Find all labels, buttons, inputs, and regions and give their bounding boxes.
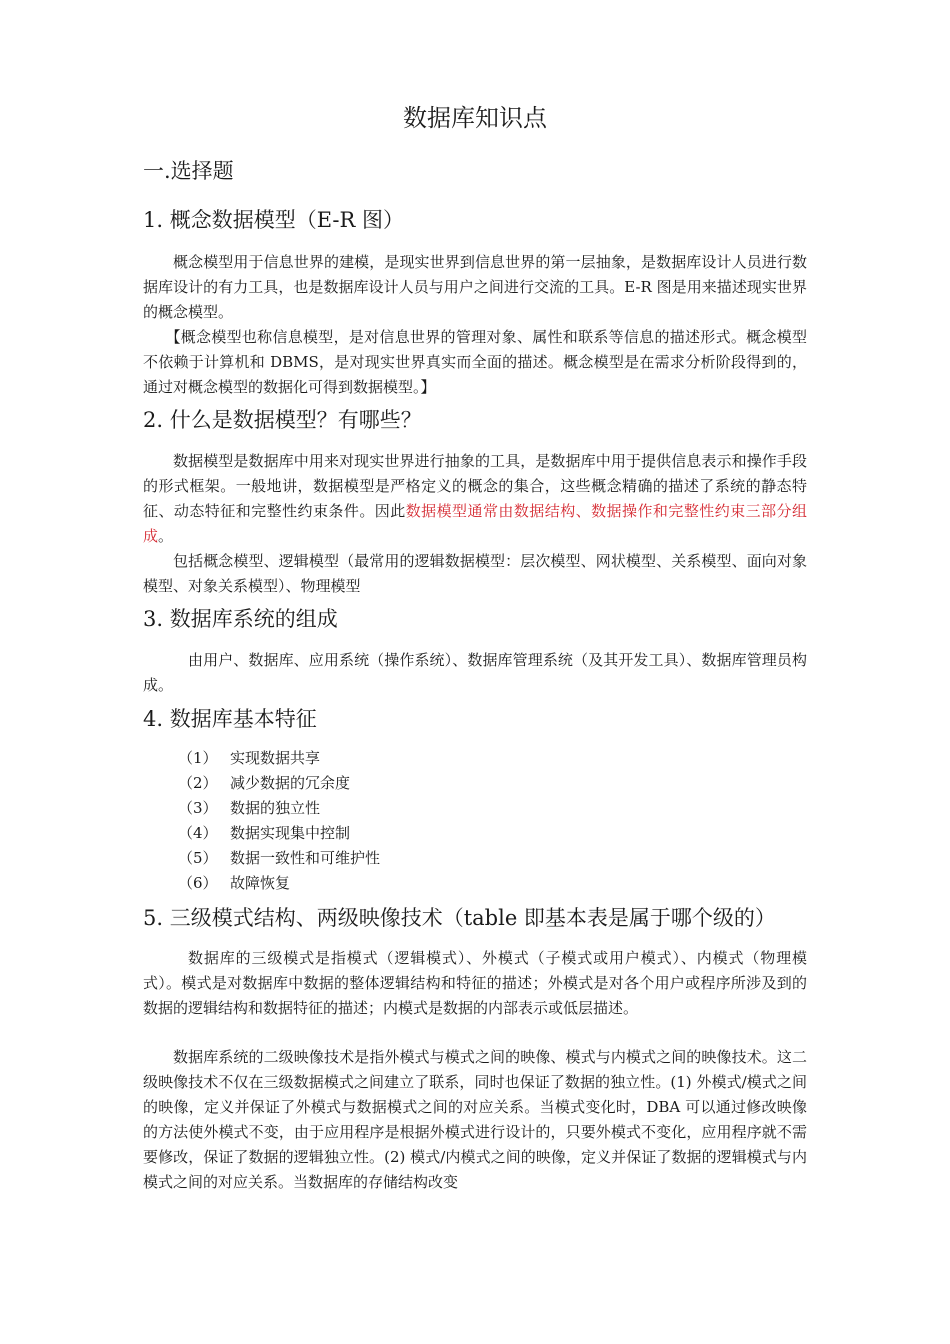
heading-db-system: 3. 数据库系统的组成 [143, 607, 338, 631]
list-item [178, 846, 380, 871]
list-item [178, 746, 380, 771]
paragraph-schema-1: 数据库的三级模式是指模式（逻辑模式）、外模式（子模式或用户模式）、内模式（物理模式）。模式是对数据库中数据的整体逻辑结构和特征的描述；外模式是对各个用户或程序所涉及到的数据的逻辑结构和数据特征的描述；内模式是数据的内部表示或低层描述。 [143, 949, 807, 1017]
features-list [178, 746, 380, 896]
list-text: 数据实现集中控制 [230, 824, 351, 842]
part-heading: 一.选择题 [143, 159, 234, 183]
list-number: （4） [178, 824, 218, 842]
paragraph-schema-2: 数据库系统的二级映像技术是指外模式与模式之间的映像、模式与内模式之间的映像技术。这二级映像技术不仅在三级数据模式之间建立了联系，同时也保证了数据的独立性。(1) 外模式/模式之间的映像，定义并保证了外模式与数据模式之间的对应关系。当模式变化时，DBA 可以通过修改映像的方法使外模式不变，由于应用程序是根据外模式进行设计的，只要外模式不变化，应用程序就不需要修改，保证了数据的逻辑独立性。(2) 模式/内模式之间的映像，定义并保证了数据的逻辑模式与内模式之间的对应关系。当数据库的存储结构改变 [143, 1048, 807, 1191]
paragraph-data-model-1 [143, 449, 807, 549]
data-model-highlight: 数据模型通常由数据结构、数据操作和完整性约束三部分组成 [143, 502, 807, 545]
list-text: 数据一致性和可维护性 [230, 849, 381, 867]
list-item [178, 771, 380, 796]
heading-concept-model: 1. 概念数据模型（E-R 图） [143, 208, 405, 232]
paragraph-db-system: 由用户、数据库、应用系统（操作系统）、数据库管理系统（及其开发工具）、数据库管理员构成。 [143, 651, 807, 694]
list-item [178, 821, 380, 846]
data-model-text-end: 。 [158, 527, 174, 545]
list-number: （3） [178, 799, 218, 817]
list-item [178, 796, 380, 821]
list-item [178, 871, 380, 896]
list-text: 实现数据共享 [230, 749, 321, 767]
list-number: （6） [178, 874, 218, 892]
heading-data-model: 2. 什么是数据模型？有哪些？ [143, 408, 422, 432]
list-number: （2） [178, 774, 218, 792]
heading-schema-structure: 5. 三级模式结构、两级映像技术（table 即基本表是属于哪个级的） [143, 906, 776, 930]
list-number: （1） [178, 749, 218, 767]
list-text: 减少数据的冗余度 [230, 774, 351, 792]
paragraph-concept-model-1: 概念模型用于信息世界的建模，是现实世界到信息世界的第一层抽象，是数据库设计人员进行数据库设计的有力工具，也是数据库设计人员与用户之间进行交流的工具。E-R 图是用来描述现实世界的概念模型。 [143, 253, 807, 321]
heading-db-features: 4. 数据库基本特征 [143, 707, 317, 731]
list-number: （5） [178, 849, 218, 867]
data-model-text: 数据模型是数据库中用来对现实世界进行抽象的工具，是数据库中用于提供信息表示和操作手段的形式框架。一般地讲，数据模型是严格定义的概念的集合，这些概念精确的描述了系统的静态特征、动态特征和完整性约束条件。因此 [143, 452, 807, 520]
paragraph-data-model-2: 包括概念模型、逻辑模型（最常用的逻辑数据模型：层次模型、网状模型、关系模型、面向对象模型、对象关系模型）、物理模型 [143, 552, 807, 595]
list-text: 故障恢复 [230, 874, 291, 892]
list-text: 数据的独立性 [230, 799, 321, 817]
document-title: 数据库知识点 [403, 104, 547, 132]
paragraph-concept-model-2: 【概念模型也称信息模型，是对信息世界的管理对象、属性和联系等信息的描述形式。概念模型不依赖于计算机和 DBMS，是对现实世界真实而全面的描述。概念模型是在需求分析阶段得到的，通过对概念模型的数据化可得到数据模型。】 [143, 328, 807, 396]
